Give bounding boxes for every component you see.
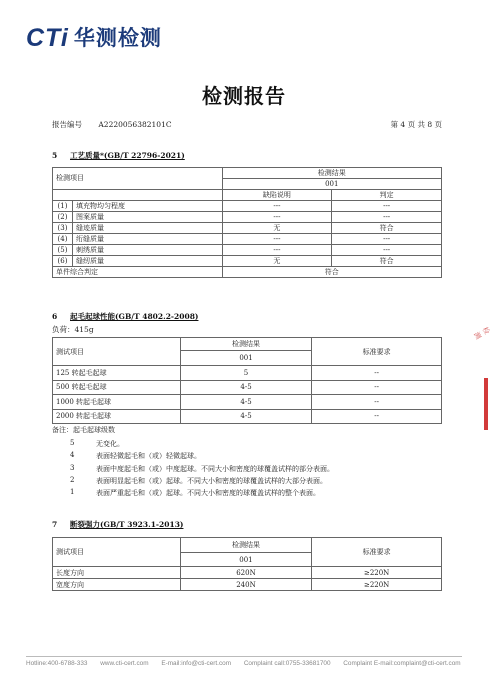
header-cell: 测试项目 — [53, 538, 181, 567]
header-cell: 检测结果 — [222, 168, 441, 179]
row-result: 4-5 — [180, 409, 312, 424]
sample-id-cell: 001 — [180, 351, 312, 366]
stamp-edge-mark — [484, 378, 488, 430]
header-cell — [53, 189, 223, 200]
footer-website: www.cti-cert.com — [100, 660, 149, 667]
section-7-heading — [52, 519, 183, 530]
footer-contact — [26, 660, 472, 667]
row-item: 宽度方向 — [53, 579, 181, 591]
row-requirement: -- — [312, 409, 442, 424]
row-index: (5) — [53, 244, 73, 255]
grade-description: 表面明显起毛和（或）起球。不同大小和密度的球覆盖试样的大部分表面。 — [96, 476, 327, 485]
list-item — [70, 476, 334, 488]
row-item: 2000 转起毛起球 — [53, 409, 181, 424]
row-defect: --- — [222, 211, 332, 222]
list-item — [70, 488, 334, 500]
row-item: 图案质量 — [72, 211, 222, 222]
header-cell: 标准要求 — [312, 538, 442, 567]
row-index: (6) — [53, 255, 73, 266]
row-index: (4) — [53, 233, 73, 244]
row-result: 4-5 — [180, 380, 312, 395]
sample-id-cell: 001 — [180, 553, 312, 567]
row-requirement: -- — [312, 380, 442, 395]
section-5-table — [52, 167, 442, 278]
row-item: 填充物均匀程度 — [72, 200, 222, 211]
footer-divider — [26, 656, 462, 657]
grade-description: 无变化。 — [96, 440, 124, 448]
row-judgement: --- — [332, 233, 442, 244]
row-result: 4-5 — [180, 395, 312, 410]
row-index: (3) — [53, 222, 73, 233]
table-row — [53, 222, 442, 233]
row-item: 缝纫质量 — [72, 255, 222, 266]
row-requirement: ≥220N — [312, 567, 442, 579]
section-title: 断裂强力(GB/T 3923.1-2013) — [70, 520, 184, 529]
header-cell: 检测项目 — [53, 168, 223, 190]
pilling-note: 备注：起毛起球级数 — [52, 426, 115, 434]
header-cell: 检测结果 — [180, 538, 312, 553]
report-number-label: 报告编号 — [52, 120, 82, 129]
grade-description: 表面严重起毛和（或）起球。不同大小和密度的球覆盖试样的整个表面。 — [96, 489, 320, 498]
footer-email: E-mail:info@cti-cert.com — [161, 660, 232, 667]
list-item — [70, 464, 334, 476]
section-number: 7 — [52, 520, 58, 529]
row-item: 1000 转起毛起球 — [53, 395, 181, 410]
pilling-grade-list — [70, 439, 334, 500]
row-judgement: 符合 — [332, 222, 442, 233]
table-row — [53, 255, 442, 266]
row-item: 长度方向 — [53, 567, 181, 579]
table-row — [53, 244, 442, 255]
footer-hotline: Hotline:400-6788-333 — [26, 660, 88, 667]
row-defect: --- — [222, 233, 332, 244]
company-logo — [26, 26, 162, 51]
row-defect: 无 — [222, 255, 332, 266]
row-defect: 无 — [222, 222, 332, 233]
header-cell: 缺陷说明 — [222, 189, 332, 200]
row-requirement: -- — [312, 366, 442, 381]
table-row — [53, 567, 442, 579]
table-header-row — [53, 189, 442, 200]
table-row — [53, 395, 442, 410]
logo-chinese-name: 华测检测 — [73, 26, 162, 50]
header-cell: 标准要求 — [312, 338, 442, 366]
table-row — [53, 409, 442, 424]
section-5-heading — [52, 150, 185, 161]
row-result: 240N — [180, 579, 312, 591]
table-row — [53, 579, 442, 591]
grade-number: 1 — [70, 488, 75, 497]
table-row — [53, 211, 442, 222]
table-header-row — [53, 338, 442, 351]
load-text: 负荷：415g — [52, 325, 94, 334]
grade-number: 5 — [70, 439, 75, 447]
row-item: 500 转起毛起球 — [53, 380, 181, 395]
grade-number: 2 — [70, 475, 75, 484]
grade-number: 4 — [70, 451, 75, 460]
table-row — [53, 266, 442, 277]
header-cell: 检测结果 — [180, 338, 312, 351]
row-item: 刺绣质量 — [72, 244, 222, 255]
list-item — [70, 451, 334, 463]
overall-value: 符合 — [222, 266, 441, 277]
list-item — [70, 439, 334, 451]
row-judgement: --- — [332, 244, 442, 255]
section-6-table — [52, 337, 442, 424]
overall-label: 单件综合判定 — [53, 266, 223, 277]
page-indicator: 第 4 页 共 8 页 — [390, 120, 442, 129]
row-judgement: --- — [332, 200, 442, 211]
section-title: 工艺质量*(GB/T 22796-2021) — [70, 151, 185, 160]
row-defect: --- — [222, 244, 332, 255]
report-number-line — [52, 119, 172, 130]
row-item: 绗缝质量 — [72, 233, 222, 244]
table-row — [53, 200, 442, 211]
section-7-table — [52, 537, 442, 591]
table-row — [53, 366, 442, 381]
report-title: 检测报告 — [202, 84, 286, 108]
row-requirement: -- — [312, 395, 442, 410]
grade-description: 表面中度起毛和（或）中度起球。不同大小和密度的球覆盖试样的部分表面。 — [96, 464, 334, 473]
row-result: 5 — [180, 366, 312, 381]
row-judgement: --- — [332, 211, 442, 222]
stamp-fragment: 检测 — [471, 325, 492, 341]
grade-description: 表面轻微起毛和（或）轻微起球。 — [96, 452, 201, 461]
logo-mark: CTi — [26, 24, 69, 52]
table-row — [53, 233, 442, 244]
section-title: 起毛起球性能(GB/T 4802.2-2008) — [70, 312, 199, 321]
section-6-heading — [52, 311, 198, 322]
footer-complaint-email: Complaint E-mail:complaint@cti-cert.com — [343, 660, 461, 667]
table-header-row — [53, 538, 442, 553]
section-number: 6 — [52, 312, 58, 321]
sample-id-cell: 001 — [222, 179, 441, 190]
row-index: (1) — [53, 200, 73, 211]
report-number: A2220056382101C — [98, 120, 172, 129]
section-number: 5 — [52, 151, 58, 160]
header-cell: 判定 — [332, 189, 442, 200]
table-header-row — [53, 168, 442, 179]
grade-number: 3 — [70, 463, 75, 472]
footer-complaint-call: Complaint call:0755-33681700 — [243, 660, 331, 667]
header-cell: 测试项目 — [53, 338, 181, 366]
row-judgement: 符合 — [332, 255, 442, 266]
row-requirement: ≥220N — [312, 579, 442, 591]
row-item: 125 转起毛起球 — [53, 366, 181, 381]
row-item: 缝迹质量 — [72, 222, 222, 233]
row-result: 620N — [180, 567, 312, 579]
row-defect: --- — [222, 200, 332, 211]
row-index: (2) — [53, 211, 73, 222]
table-row — [53, 380, 442, 395]
